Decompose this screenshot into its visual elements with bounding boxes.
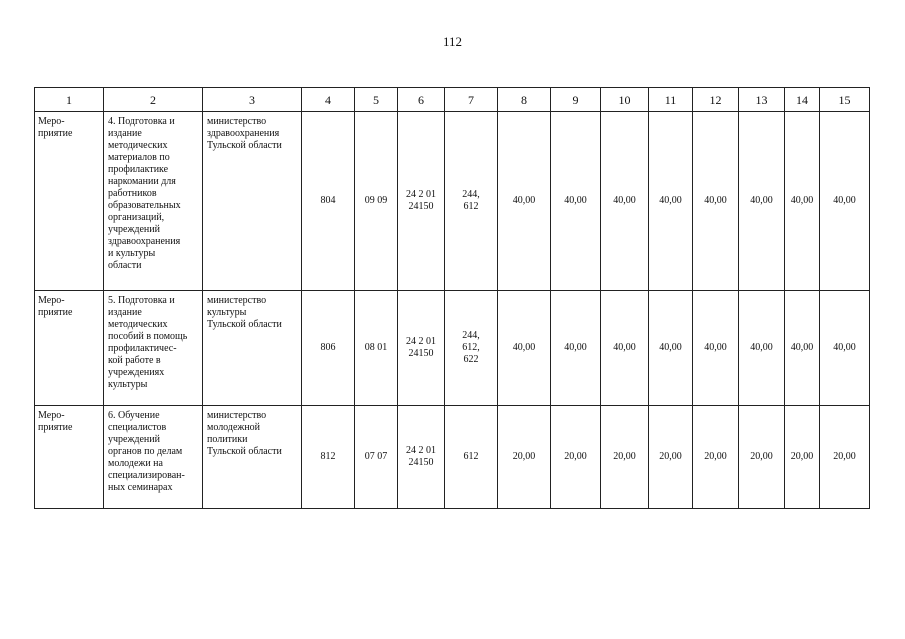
amount-cell: 20,00 bbox=[649, 406, 693, 509]
executor-cell: министерство культуры Тульской области bbox=[203, 291, 302, 406]
executor-cell: министерство молодежной политики Тульской области bbox=[203, 406, 302, 509]
table-row bbox=[35, 112, 870, 291]
amount-cell: 20,00 bbox=[693, 406, 739, 509]
column-header: 1 bbox=[35, 88, 104, 112]
amount-cell: 40,00 bbox=[649, 112, 693, 291]
amount-cell: 40,00 bbox=[498, 291, 551, 406]
table-row bbox=[35, 406, 870, 509]
event-name-cell: 6. Обучение специалистов учреждений органов по делам молодежи на специализирован- ных семинарах bbox=[104, 406, 203, 509]
column-header: 12 bbox=[693, 88, 739, 112]
amount-cell: 20,00 bbox=[785, 406, 820, 509]
column-header: 5 bbox=[355, 88, 398, 112]
event-name-cell: 4. Подготовка и издание методических материалов по профилактике наркомании для работников образовательных организаций, учреждений здравоохранения и культуры области bbox=[104, 112, 203, 291]
amount-cell: 20,00 bbox=[820, 406, 870, 509]
page-number: 112 bbox=[442, 34, 463, 49]
row-type-cell: Меро- приятие bbox=[35, 406, 104, 509]
amount-cell: 40,00 bbox=[693, 291, 739, 406]
row-type-cell: Меро- приятие bbox=[35, 112, 104, 291]
column-header: 13 bbox=[739, 88, 785, 112]
column-header: 15 bbox=[820, 88, 870, 112]
column-header: 4 bbox=[302, 88, 355, 112]
amount-cell: 40,00 bbox=[498, 112, 551, 291]
executor-cell: министерство здравоохранения Тульской области bbox=[203, 112, 302, 291]
column-header: 7 bbox=[445, 88, 498, 112]
amount-cell: 40,00 bbox=[551, 291, 601, 406]
amount-cell: 40,00 bbox=[693, 112, 739, 291]
vr-cell: 244, 612, 622 bbox=[445, 291, 498, 406]
amount-cell: 40,00 bbox=[820, 112, 870, 291]
grbs-cell: 804 bbox=[302, 112, 355, 291]
column-header: 11 bbox=[649, 88, 693, 112]
rzpr-cell: 09 09 bbox=[355, 112, 398, 291]
event-name-cell: 5. Подготовка и издание методических пособий в помощь профилактичес- кой работе в учреждениях культуры bbox=[104, 291, 203, 406]
table-row bbox=[35, 291, 870, 406]
amount-cell: 40,00 bbox=[601, 291, 649, 406]
column-header: 6 bbox=[398, 88, 445, 112]
amount-cell: 20,00 bbox=[601, 406, 649, 509]
grbs-cell: 806 bbox=[302, 291, 355, 406]
amount-cell: 20,00 bbox=[551, 406, 601, 509]
grbs-cell: 812 bbox=[302, 406, 355, 509]
column-header: 2 bbox=[104, 88, 203, 112]
row-type-cell: Меро- приятие bbox=[35, 291, 104, 406]
vr-cell: 244, 612 bbox=[445, 112, 498, 291]
column-header: 9 bbox=[551, 88, 601, 112]
amount-cell: 40,00 bbox=[551, 112, 601, 291]
vr-cell: 612 bbox=[445, 406, 498, 509]
amount-cell: 20,00 bbox=[739, 406, 785, 509]
amount-cell: 20,00 bbox=[498, 406, 551, 509]
column-header: 10 bbox=[601, 88, 649, 112]
amount-cell: 40,00 bbox=[601, 112, 649, 291]
budget-table bbox=[34, 87, 870, 509]
csr-cell: 24 2 01 24150 bbox=[398, 112, 445, 291]
amount-cell: 40,00 bbox=[739, 112, 785, 291]
csr-cell: 24 2 01 24150 bbox=[398, 406, 445, 509]
csr-cell: 24 2 01 24150 bbox=[398, 291, 445, 406]
column-header: 14 bbox=[785, 88, 820, 112]
amount-cell: 40,00 bbox=[785, 291, 820, 406]
rzpr-cell: 07 07 bbox=[355, 406, 398, 509]
amount-cell: 40,00 bbox=[785, 112, 820, 291]
amount-cell: 40,00 bbox=[649, 291, 693, 406]
amount-cell: 40,00 bbox=[820, 291, 870, 406]
column-header: 3 bbox=[203, 88, 302, 112]
rzpr-cell: 08 01 bbox=[355, 291, 398, 406]
header-row bbox=[35, 88, 870, 112]
column-header: 8 bbox=[498, 88, 551, 112]
amount-cell: 40,00 bbox=[739, 291, 785, 406]
